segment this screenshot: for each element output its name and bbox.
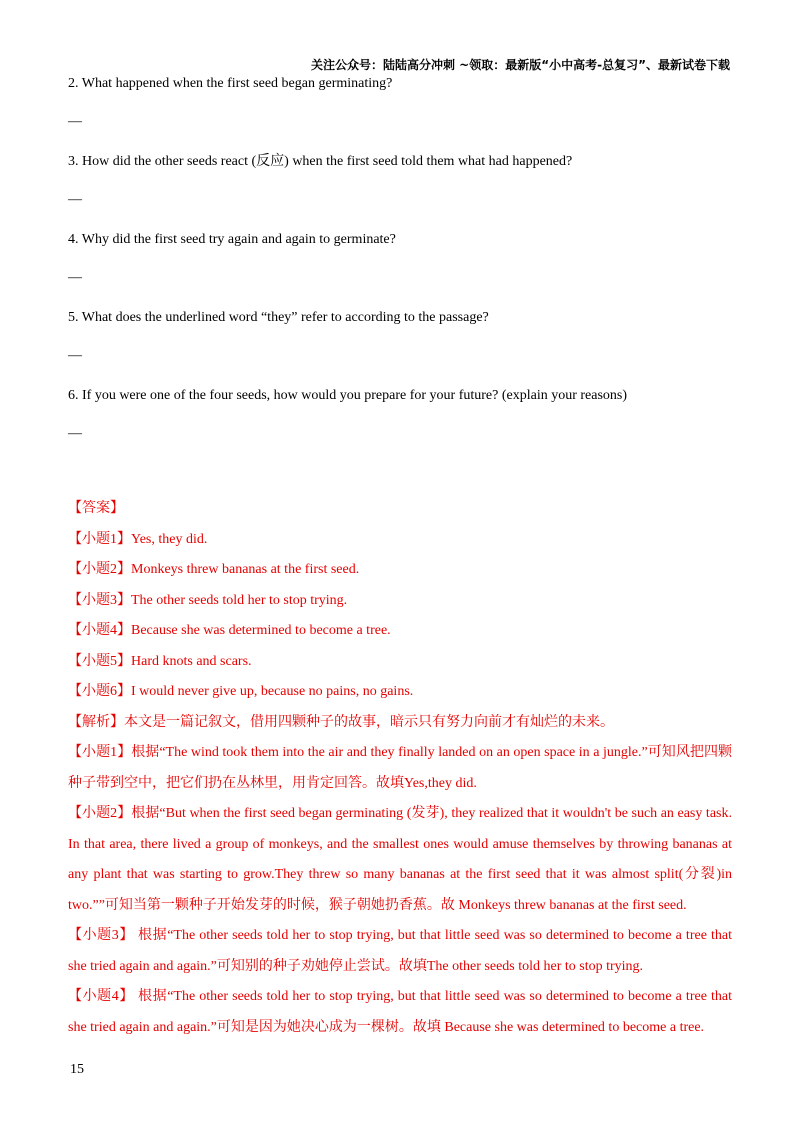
analysis-summary: 【解析】本文是一篇记叙文，借用四颗种子的故事，暗示只有努力向前才有灿烂的未来。 — [68, 714, 614, 730]
answer-item: 【小题3】The other seeds told her to stop trying. — [68, 592, 348, 608]
answer-blank-4: — — [68, 270, 82, 285]
page-header: 关注公众号：陆陆高分冲刺 ~领取：最新版“小中高考-总复习”、最新试卷下载 — [311, 58, 730, 72]
question-2: 2. What happened when the first seed began germinating? — [68, 76, 393, 91]
answer-item: 【小题2】Monkeys threw bananas at the first seed. — [68, 562, 360, 577]
answer-blank-5: — — [68, 348, 82, 363]
answer-item: 【小题5】Hard knots and scars. — [68, 653, 252, 669]
analysis-item: 【小题4】 根据“The other seeds told her to stop trying, but that little seed was so determined to become a tree that she tried again and again.”可知是因为她决心成为一棵树。故填 Because she was determined to become a tree. — [68, 989, 732, 1035]
question-3: 3. How did the other seeds react (反应) when the first seed told them what had happened? — [68, 154, 573, 169]
page-number: 15 — [70, 1062, 84, 1077]
answer-blank-3: — — [68, 192, 82, 207]
analysis-item: 【小题2】根据“But when the first seed began germinating (发芽), they realized that it wouldn't be such an easy task. In that area, there lived a group of monkeys, and the smallest ones would amuse themselves by throwing bananas at any plant that was starting to grow.They threw so many bananas at the first seed that it was almost split(分裂)in two.””可知当第一颗种子开始发芽的时候，猴子朝她扔香蕉。故 Monkeys threw bananas at the first seed. — [68, 806, 732, 913]
question-5: 5. What does the underlined word “they” refer to according to the passage? — [68, 310, 489, 325]
answer-heading: 【答案】 — [68, 501, 124, 516]
answer-blank-2: — — [68, 114, 82, 129]
answer-item: 【小题6】I would never give up, because no pains, no gains. — [68, 684, 414, 699]
analysis-item: 【小题1】根据“The wind took them into the air and they finally landed on an open space in a jungle.”可知风把四颗种子带到空中，把它们扔在丛林里，用肯定回答。故填Yes,they did. — [68, 745, 732, 791]
analysis-item: 【小题3】 根据“The other seeds told her to stop trying, but that little seed was so determined to become a tree that she tried again and again.”可知别的种子劝她停止尝试。故填The other seeds told her to stop trying. — [68, 928, 732, 974]
question-6: 6. If you were one of the four seeds, how would you prepare for your future? (explain your reasons) — [68, 388, 628, 403]
answer-section — [68, 494, 732, 1043]
answer-item: 【小题4】Because she was determined to become a tree. — [68, 623, 391, 638]
page-content — [68, 74, 732, 1043]
answer-item: 【小题1】Yes, they did. — [68, 531, 208, 547]
question-list — [68, 74, 732, 444]
answer-blank-6: — — [68, 426, 82, 441]
question-4: 4. Why did the first seed try again and again to germinate? — [68, 232, 396, 247]
